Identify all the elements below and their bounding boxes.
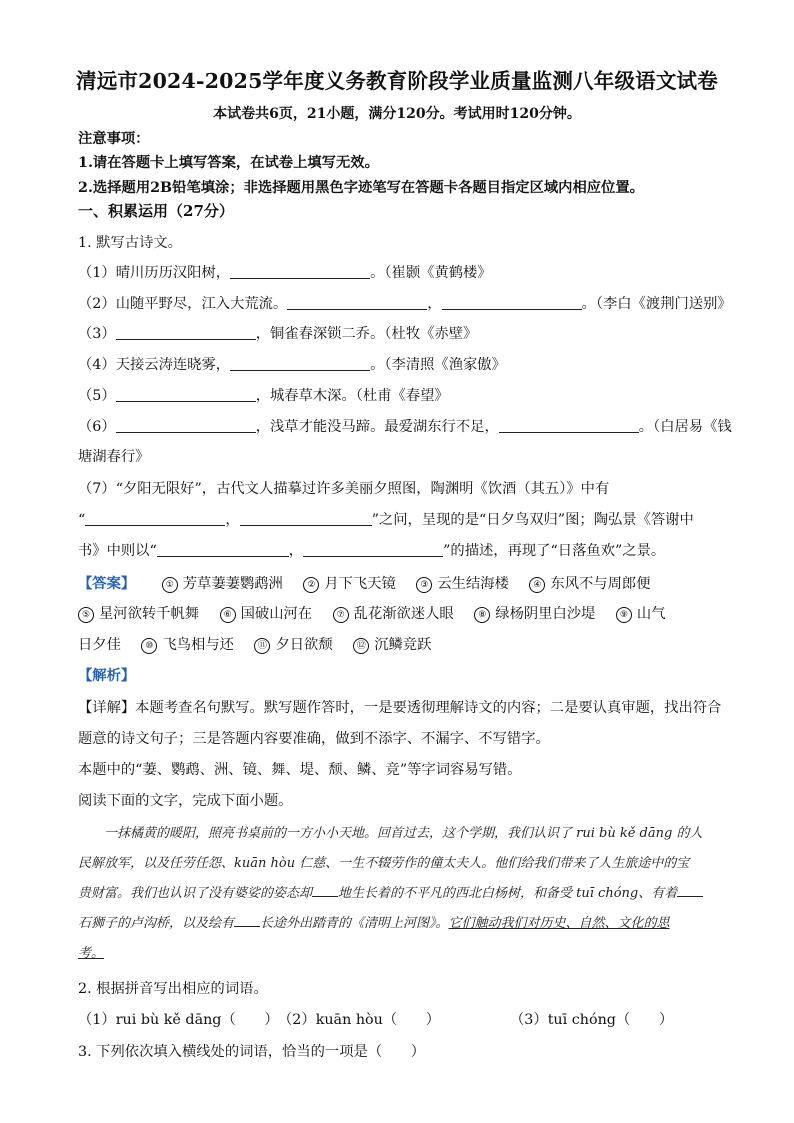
answer-text: 日夕佳: [78, 637, 121, 653]
question-1-line-3: [78, 323, 477, 343]
answer-text: 绿杨阴里白沙堤: [495, 606, 596, 622]
q1-text: （2）山随平野尽，江入大荒流。: [78, 296, 288, 312]
answer-number: ⑪: [254, 638, 270, 654]
question-1-line-2: [78, 293, 732, 313]
answer-text: 乱花渐欲迷人眼: [353, 606, 454, 622]
q1-text: ，: [225, 512, 240, 528]
answer-text: 飞鸟相与还: [162, 637, 234, 653]
answer-number: ⑨: [616, 607, 632, 623]
q1-text: ，城春草木深。（杜甫《春望》: [255, 388, 449, 404]
reading-instruction: 阅读下面的文字，完成下面小题。: [78, 793, 293, 809]
q1-text: 。（崔颢《黄鹤楼》: [370, 265, 492, 281]
answer-item: [78, 603, 199, 623]
passage-underlined-text: 它们触动我们对历史、自然、文化的思: [448, 916, 670, 931]
answer-number: ⑥: [220, 607, 236, 623]
q2-item-2: （2）kuān hòu（ ）: [278, 1012, 441, 1028]
answer-number: ⑩: [141, 638, 157, 654]
answer-item: [529, 573, 650, 593]
answer-number: ②: [303, 577, 319, 593]
answer-text: 沉鳞竞跃: [374, 637, 432, 653]
notice-heading: 注意事项：: [78, 131, 150, 147]
answer-item: [162, 573, 283, 593]
question-1-line-7c: [78, 540, 665, 560]
q1-text: （3）: [78, 326, 116, 342]
answer-text: 东风不与周郎便: [550, 576, 651, 592]
answer-text: 星河欲转千帆舞: [99, 606, 200, 622]
answer-number: ⑧: [474, 607, 490, 623]
answer-number: ⑤: [78, 607, 94, 623]
answer-item: [416, 573, 508, 593]
question-1-line-6-cont: 塘湖春行》: [78, 449, 150, 465]
q1-text: （4）天接云涛连晓雾，: [78, 357, 231, 373]
question-1-line-7b: [78, 509, 694, 529]
answer-text: 云生结海楼: [437, 576, 509, 592]
q1-text: ”的描述，再现了“日落鱼欢”之景。: [443, 543, 666, 559]
question-1-line-5: [78, 385, 449, 405]
answer-blank: [287, 295, 427, 310]
analysis-detail-1: 【详解】本题考查名句默写。默写题作答时，一是要透彻理解诗文的内容；二是要认真审题，找出符合: [78, 700, 722, 716]
q1-text: （5）: [78, 388, 116, 404]
passage-text: 地生长着的不平凡的西北白杨树，和备受 tuī chóng、有着: [338, 886, 678, 901]
answer-item: [616, 603, 666, 623]
passage-text: 长途外出踏青的《清明上河图》。: [260, 916, 449, 931]
answer-number: ③: [416, 577, 432, 593]
answer-blank: [230, 264, 370, 279]
q1-text: 书》中则以“: [78, 543, 157, 559]
question-3-stem: 3. 下列依次填入横线处的词语，恰当的一项是（ ）: [78, 1044, 426, 1060]
answer-row-2: [78, 603, 666, 623]
reading-passage: [78, 822, 718, 962]
analysis-detail-2: 题意的诗文句子；三是答题内容要准确，做到不添字、不漏字、不写错字。: [78, 731, 550, 747]
q1-text: ，浅草才能没马蹄。最爱湖东行不足，: [255, 419, 499, 435]
answer-item: [474, 603, 595, 623]
section-heading: 一、积累运用（27分）: [78, 202, 234, 220]
passage-line-3: [78, 882, 703, 901]
answer-blank: [116, 387, 256, 402]
answer-number: ④: [529, 577, 545, 593]
answer-blank: [442, 295, 582, 310]
answer-number: ⑦: [333, 607, 349, 623]
answer-number: ⑫: [353, 638, 369, 654]
question-2-stem: 2. 根据拼音写出相应的词语。: [78, 981, 268, 997]
answer-text: 山气: [636, 606, 666, 622]
passage-line-5: 考。: [78, 946, 105, 961]
answer-blank: [157, 542, 289, 557]
question-1-line-1: [78, 262, 492, 282]
answer-text: 芳草萋萋鹦鹉洲: [182, 576, 283, 592]
answer-text: 国破山河在: [240, 606, 313, 622]
notice-item-2: 2.选择题用2B铅笔填涂；非选择题用黑色字迹笔写在答题卡各题目指定区域内相应位置。: [78, 180, 644, 196]
answer-text: 夕日欲颓: [275, 637, 333, 653]
question-1-stem: 1. 默写古诗文。: [78, 235, 182, 251]
passage-line-4: [78, 912, 670, 931]
passage-line-1: 一抹橘黄的暖阳，照亮书桌前的一方小小天地。回首过去，这个学期，我们认识了 rui bù kě dāng 的人: [104, 826, 703, 841]
answer-blank: [303, 542, 443, 557]
passage-blank: [234, 914, 260, 927]
answer-item: [78, 634, 121, 654]
q1-text: （1）晴川历历汉阳树，: [78, 265, 231, 281]
passage-text: 贵财富。我们也认识了没有婆娑的姿态却: [78, 886, 313, 901]
answer-blank: [116, 418, 256, 433]
answer-row-1: [78, 573, 651, 593]
passage-blank: [312, 884, 338, 897]
passage-text: 石狮子的卢沟桥，以及绘有: [78, 916, 235, 931]
page-subtitle: 本试卷共6页，21小题，满分120分。考试用时120分钟。: [213, 106, 581, 122]
q2-item-3: （3）tuī chóng（ ）: [510, 1012, 674, 1028]
answer-blank: [85, 511, 225, 526]
question-2-items: [78, 1009, 673, 1029]
answer-number: ①: [162, 577, 178, 593]
answer-item: [353, 634, 431, 654]
q1-text: ，: [427, 296, 442, 312]
notice-item-1: 1.请在答题卡上填写答案，在试卷上填写无效。: [78, 155, 379, 171]
answer-item: [333, 603, 454, 623]
answer-blank: [230, 356, 370, 371]
answer-text: 月下飞天镜: [324, 576, 396, 592]
answer-row-3: [78, 634, 447, 654]
question-1-line-4: [78, 354, 506, 374]
question-1-line-7: （7）“夕阳无限好”，古代文人描摹过许多美丽夕照图，陶渊明《饮酒（其五）》中有: [78, 481, 610, 497]
answer-item: [220, 603, 312, 623]
question-1-line-6: [78, 416, 732, 436]
q1-text: 。（白居易《钱: [638, 419, 732, 435]
passage-blank: [677, 884, 703, 897]
q1-text: 。（李清照《渔家傲》: [370, 357, 506, 373]
answer-tag: 【答案】: [78, 576, 136, 592]
analysis-tag: 【解析】: [78, 668, 136, 684]
passage-line-2: 民解放军，以及任劳任怨、kuān hòu 仁慈、一生不辍劳作的僮太夫人。他们给我们带来了人生旅途中的宝: [78, 856, 690, 871]
answer-item: [303, 573, 395, 593]
answer-blank: [499, 418, 639, 433]
analysis-detail-3: 本题中的“萋、鹦鹉、洲、镜、舞、堤、颓、鳞、竞”等字词容易写错。: [78, 762, 522, 778]
q1-text: （6）: [78, 419, 116, 435]
answer-item: [141, 634, 233, 654]
q2-item-1: （1）rui bù kě dāng（ ）: [78, 1012, 279, 1028]
answer-blank: [240, 511, 372, 526]
q1-text: ”之问，呈现的是“日夕鸟双归”图；陶弘景《答谢中: [371, 512, 694, 528]
q1-text: 。（李白《渡荆门送别》: [581, 296, 732, 312]
answer-blank: [116, 325, 256, 340]
q1-text: “: [78, 512, 86, 528]
page-title: 清远市2024-2025学年度义务教育阶段学业质量监测八年级语文试卷: [76, 69, 718, 93]
q1-text: ，: [288, 543, 304, 559]
answer-item: [254, 634, 332, 654]
q1-text: ，铜雀春深锁二乔。（杜牧《赤壁》: [255, 326, 478, 342]
